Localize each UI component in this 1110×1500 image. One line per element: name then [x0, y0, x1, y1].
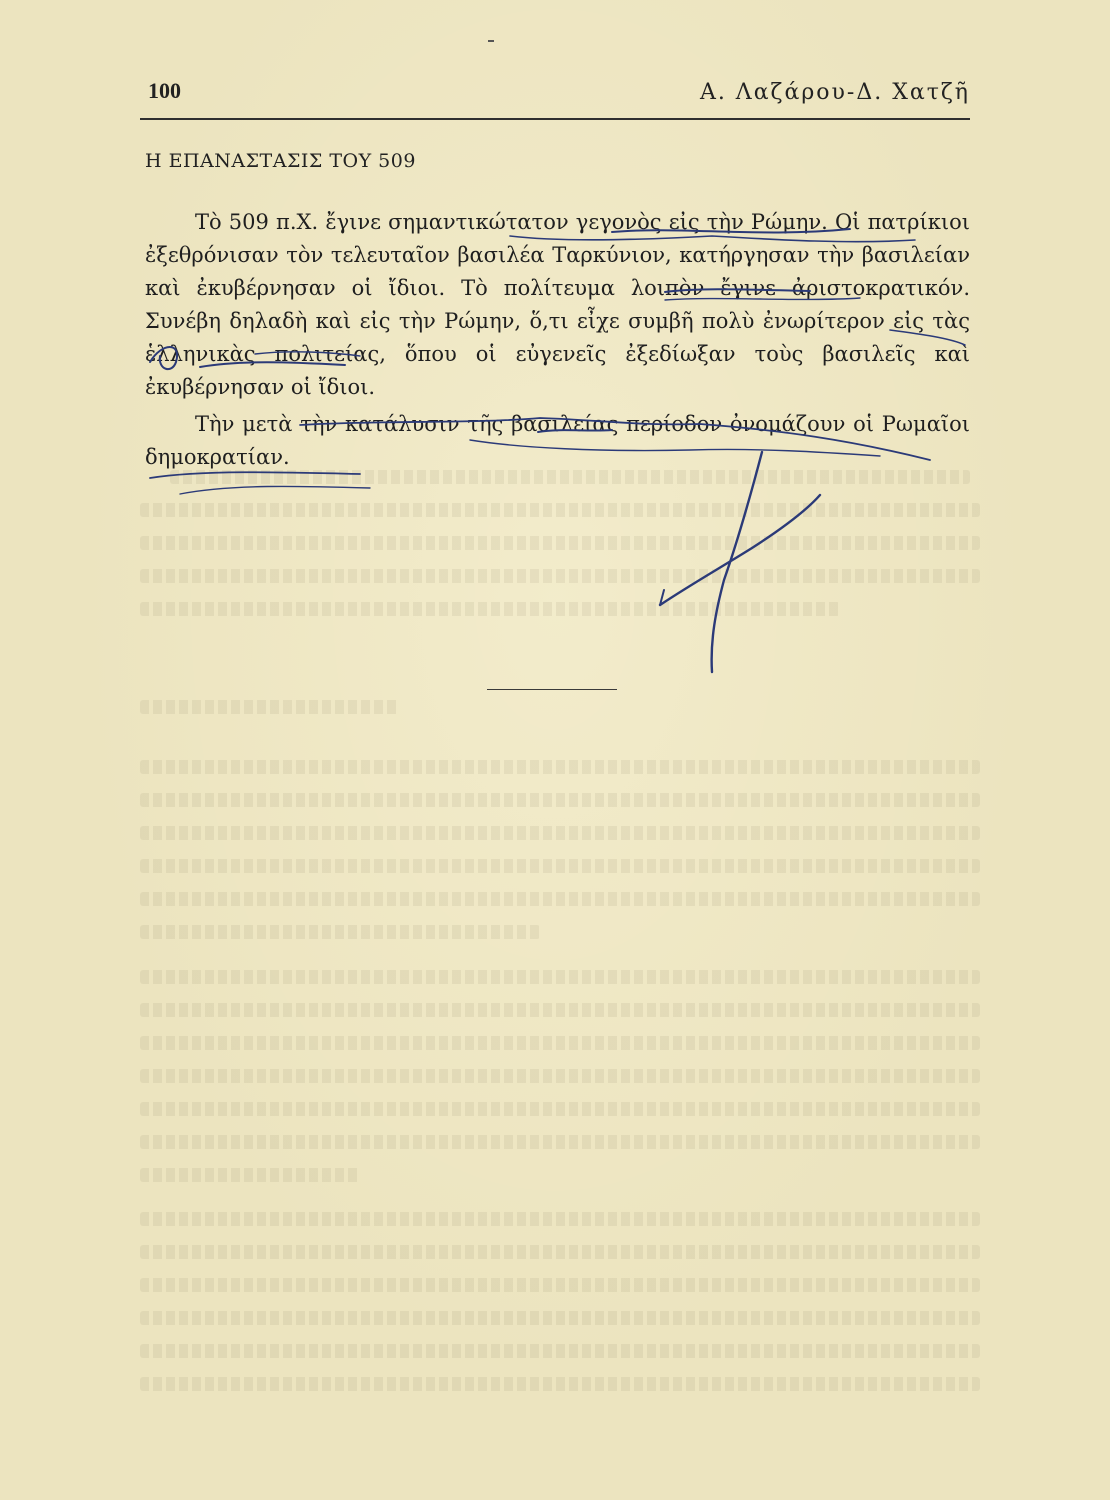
- section-title: Η ΕΠΑΝΑΣΤΑΣΙΣ ΤΟΥ 509: [145, 150, 416, 172]
- check-mark-stem: [712, 452, 762, 672]
- underline-final: [180, 486, 370, 494]
- header-rule: [140, 118, 970, 120]
- page-header: [148, 78, 970, 118]
- paragraph-1: Τὸ 509 π.Χ. ἔγινε σημαντικώτατον γεγονὸς εἰς τὴν Ρώμην. Οἱ πατρίκιοι ἐξεθρόνισαν τὸν τελευταῖον βασιλέα Ταρκύνιον, κατήργησαν τὴν βασιλείαν καὶ ἐκυβέρνησαν οἱ ἴδιοι. Τὸ πολίτευμα λοιπὸν ἔγινε ἀριστοκρατικόν. Συνέβη δηλαδὴ καὶ εἰς τὴν Ρώμην, ὅ,τι εἶχε συμβῆ πολὺ ἐνωρίτερον εἰς τὰς ἑλληνικὰς πολιτείας, ὅπου οἱ εὐγενεῖς ἐξεδίωξαν τοὺς βασιλεῖς καὶ ἐκυβέρνησαν οἱ ἴδιοι.: [145, 210, 970, 399]
- paragraph-2: Τὴν μετὰ τὴν κατάλυσιν τῆς βασιλείας περίοδον ὀνομάζουν οἱ Ρωμαῖοι δημοκρατίαν.: [145, 412, 970, 469]
- edge-mark: [488, 40, 494, 42]
- running-head: Α. Λαζάρου-Δ. Χατζῆ: [699, 80, 970, 105]
- page-number: 100: [148, 78, 181, 103]
- section-end-rule: [487, 689, 617, 690]
